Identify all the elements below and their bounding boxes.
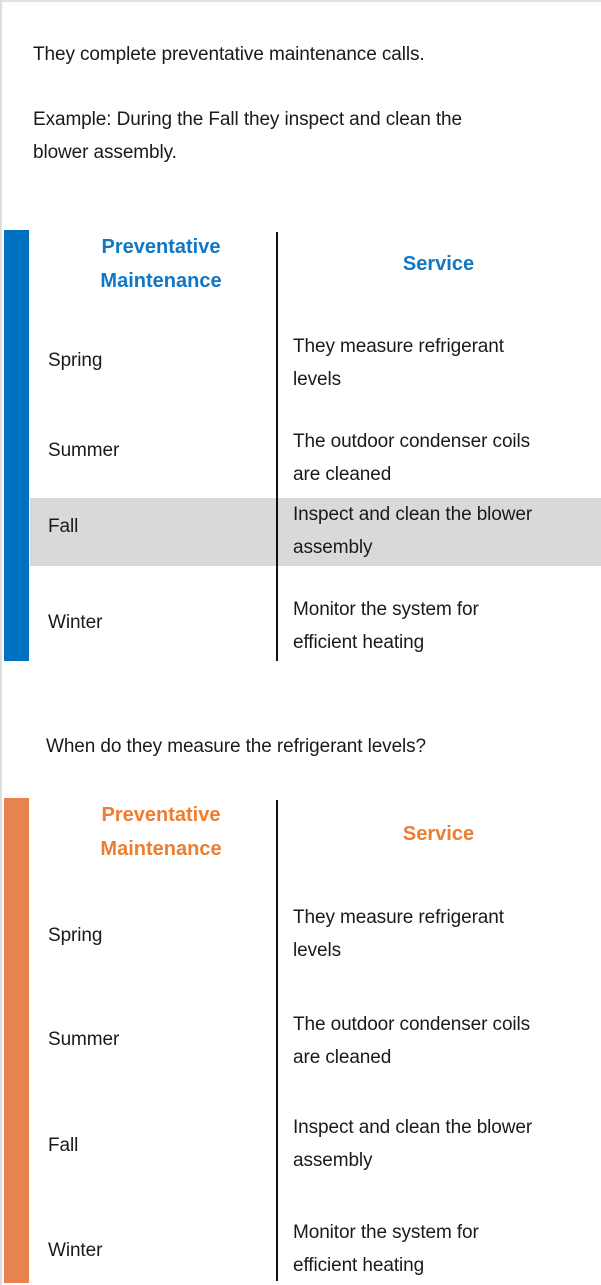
table-header-row xyxy=(30,798,601,900)
intro-paragraph: They complete preventative maintenance calls. xyxy=(33,44,425,65)
blue-accent-bar xyxy=(4,230,29,661)
season-cell: Spring xyxy=(48,925,103,946)
maintenance-table-orange xyxy=(0,798,601,1285)
season-cell: Summer xyxy=(48,440,120,461)
service-cell: Inspect and clean the blower assembly xyxy=(293,504,533,558)
question-paragraph: When do they measure the refrigerant levels? xyxy=(46,736,427,757)
column-divider xyxy=(276,232,278,661)
service-cell: Inspect and clean the blower assembly xyxy=(293,1117,533,1171)
table-row-summer xyxy=(30,1005,601,1110)
service-cell: They measure refrigerant levels xyxy=(293,336,504,390)
table-row-winter xyxy=(30,1215,601,1285)
season-cell: Winter xyxy=(48,612,103,633)
header-service: Service xyxy=(402,253,475,275)
header-service: Service xyxy=(402,823,475,845)
season-cell: Summer xyxy=(48,1029,120,1050)
table-row-fall-highlighted xyxy=(30,498,601,566)
season-cell: Winter xyxy=(48,1240,103,1261)
page-border-top xyxy=(0,0,601,2)
maintenance-table-blue xyxy=(0,230,601,662)
season-cell: Fall xyxy=(48,516,79,537)
example-paragraph: Example: During the Fall they inspect and clean the blower assembly. xyxy=(33,109,462,163)
header-preventative-maintenance: Preventative Maintenance xyxy=(100,236,222,292)
service-cell: They measure refrigerant levels xyxy=(293,907,504,961)
table-header-row xyxy=(30,230,601,330)
service-cell: Monitor the system for efficient heating xyxy=(293,1222,479,1276)
table-row-fall xyxy=(30,1110,601,1215)
table-row-spring xyxy=(30,900,601,1005)
table-row-spring xyxy=(30,330,601,425)
column-divider xyxy=(276,800,278,1281)
table-row-winter xyxy=(30,566,601,661)
season-cell: Fall xyxy=(48,1135,79,1156)
header-preventative-maintenance: Preventative Maintenance xyxy=(100,804,222,860)
table-row-summer xyxy=(30,425,601,498)
service-cell: Monitor the system for efficient heating xyxy=(293,599,479,653)
season-cell: Spring xyxy=(48,350,103,371)
orange-accent-bar xyxy=(4,798,29,1283)
service-cell: The outdoor condenser coils are cleaned xyxy=(293,431,531,485)
service-cell: The outdoor condenser coils are cleaned xyxy=(293,1014,531,1068)
